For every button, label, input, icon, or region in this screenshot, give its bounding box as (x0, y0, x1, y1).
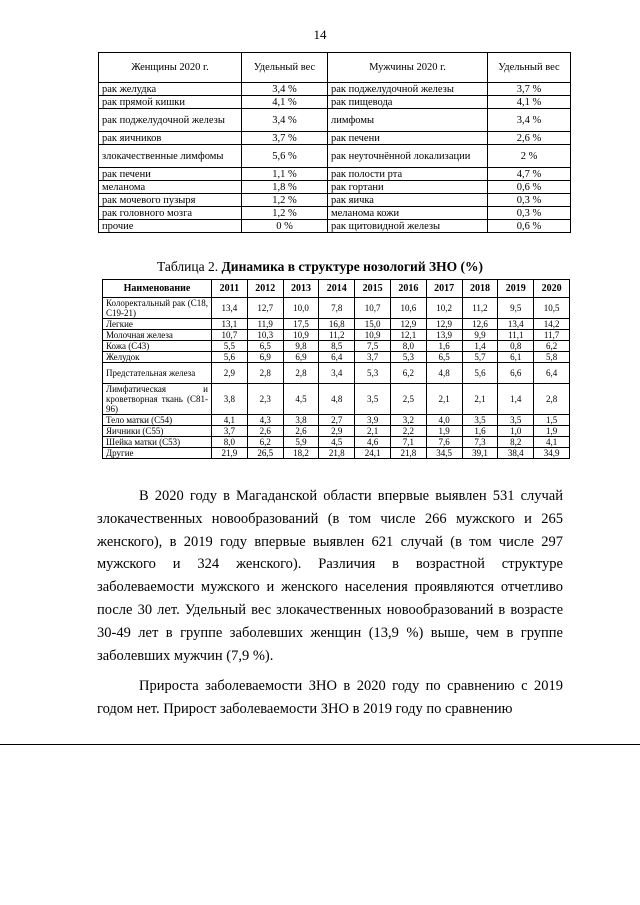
value-cell: 4,8 (426, 363, 462, 384)
value-cell: 3,8 (212, 384, 248, 415)
cancer-structure-by-sex-table (98, 52, 571, 233)
value-cell: 6,5 (426, 352, 462, 363)
value-cell: 10,5 (534, 298, 570, 319)
value-cell: 34,5 (426, 448, 462, 459)
value-cell: 12,9 (426, 319, 462, 330)
value-cell: 2,2 (390, 426, 426, 437)
value-cell: 5,8 (534, 352, 570, 363)
women-cancer-cell: меланома (99, 181, 242, 194)
value-cell: 2,8 (283, 363, 319, 384)
value-cell: 10,9 (283, 330, 319, 341)
value-cell: 10,7 (355, 298, 391, 319)
value-cell: 12,9 (390, 319, 426, 330)
value-cell: 7,5 (355, 341, 391, 352)
value-cell: 2,3 (247, 384, 283, 415)
year-header: 2012 (247, 280, 283, 298)
women-header: Женщины 2020 г. (99, 53, 242, 83)
value-cell: 21,8 (390, 448, 426, 459)
value-cell: 18,2 (283, 448, 319, 459)
table-row (99, 109, 571, 132)
page-divider (0, 744, 640, 745)
value-cell: 4,1 (534, 437, 570, 448)
value-cell: 7,3 (462, 437, 498, 448)
year-header: 2019 (498, 280, 534, 298)
value-cell: 9,5 (498, 298, 534, 319)
value-cell: 4,8 (319, 384, 355, 415)
men-share-cell: 0,3 % (488, 194, 571, 207)
men-cancer-cell: рак щитовидной железы (328, 220, 488, 233)
women-cancer-cell: рак желудка (99, 83, 242, 96)
men-cancer-cell: рак полости рта (328, 168, 488, 181)
men-share-cell: 3,4 % (488, 109, 571, 132)
value-cell: 12,6 (462, 319, 498, 330)
value-cell: 10,6 (390, 298, 426, 319)
value-cell: 38,4 (498, 448, 534, 459)
year-header: 2013 (283, 280, 319, 298)
men-share-cell: 3,7 % (488, 83, 571, 96)
value-cell: 5,6 (212, 352, 248, 363)
value-cell: 1,4 (498, 384, 534, 415)
value-cell: 10,9 (355, 330, 391, 341)
value-cell: 11,2 (462, 298, 498, 319)
value-cell: 2,8 (534, 384, 570, 415)
value-cell: 5,3 (390, 352, 426, 363)
table-row (103, 330, 570, 341)
women-share-cell: 1,1 % (242, 168, 328, 181)
value-cell: 9,9 (462, 330, 498, 341)
name-header: Наименование (103, 280, 212, 298)
value-cell: 2,8 (247, 363, 283, 384)
value-cell: 5,3 (355, 363, 391, 384)
value-cell: 6,2 (247, 437, 283, 448)
nosology-name-cell: Молочная железа (103, 330, 212, 341)
table-row (103, 363, 570, 384)
nosology-name-cell: Шейка матки (С53) (103, 437, 212, 448)
women-cancer-cell: рак яичников (99, 132, 242, 145)
value-cell: 13,4 (498, 319, 534, 330)
table-row (103, 384, 570, 415)
value-cell: 11,9 (247, 319, 283, 330)
table-row (103, 319, 570, 330)
value-cell: 3,7 (355, 352, 391, 363)
page-number: 14 (313, 27, 327, 42)
value-cell: 4,6 (355, 437, 391, 448)
paragraph: В 2020 году в Магаданской области впервые выявлен 531 случай злокачественных новообразований (в том числе 266 мужского и 265 женского), в 2019 году впервые выявлен 621 случай (в том числе 297 мужского и 324 женского). Различия в возрастной структуре заболеваемости мужского и женского населения проявляются отчетливо после 30 лет. Удельный вес злокачественных новообразований в возрасте 30-49 лет в группе заболевших женщин (13,9 %) выше, чем в группе заболевших мужчин (7,9 %). (97, 488, 563, 664)
value-cell: 2,5 (390, 384, 426, 415)
women-cancer-cell: рак головного мозга (99, 207, 242, 220)
women-share-cell: 3,4 % (242, 109, 328, 132)
women-share-cell: 1,2 % (242, 207, 328, 220)
table-row (103, 448, 570, 459)
table-row (99, 96, 571, 109)
men-share-cell: 2 % (488, 145, 571, 168)
men-cancer-cell: рак яичка (328, 194, 488, 207)
table-row (99, 168, 571, 181)
nosology-name-cell: Желудок (103, 352, 212, 363)
value-cell: 5,9 (283, 437, 319, 448)
value-cell: 5,5 (212, 341, 248, 352)
value-cell: 2,6 (247, 426, 283, 437)
women-share-cell: 5,6 % (242, 145, 328, 168)
value-cell: 7,8 (319, 298, 355, 319)
year-header: 2014 (319, 280, 355, 298)
value-cell: 21,8 (319, 448, 355, 459)
value-cell: 8,2 (498, 437, 534, 448)
value-cell: 15,0 (355, 319, 391, 330)
men-cancer-cell: рак поджелудочной железы (328, 83, 488, 96)
value-cell: 3,5 (355, 384, 391, 415)
table-header-row (103, 280, 570, 298)
value-cell: 4,1 (212, 415, 248, 426)
men-share-cell: 4,7 % (488, 168, 571, 181)
value-cell: 1,9 (426, 426, 462, 437)
value-cell: 7,1 (390, 437, 426, 448)
value-cell: 26,5 (247, 448, 283, 459)
men-share-header: Удельный вес (488, 53, 571, 83)
value-cell: 13,1 (212, 319, 248, 330)
value-cell: 39,1 (462, 448, 498, 459)
value-cell: 24,1 (355, 448, 391, 459)
nosology-name-cell: Кожа (С43) (103, 341, 212, 352)
nosology-name-cell: Легкие (103, 319, 212, 330)
value-cell: 11,7 (534, 330, 570, 341)
value-cell: 6,9 (283, 352, 319, 363)
women-share-cell: 0 % (242, 220, 328, 233)
value-cell: 12,1 (390, 330, 426, 341)
value-cell: 2,9 (212, 363, 248, 384)
value-cell: 5,7 (462, 352, 498, 363)
value-cell: 2,7 (319, 415, 355, 426)
value-cell: 1,4 (462, 341, 498, 352)
value-cell: 6,4 (534, 363, 570, 384)
men-share-cell: 0,6 % (488, 220, 571, 233)
year-header: 2011 (212, 280, 248, 298)
men-cancer-cell: рак неуточнённой локализации (328, 145, 488, 168)
men-share-cell: 0,6 % (488, 181, 571, 194)
table-row (103, 426, 570, 437)
nosology-name-cell: Яичники (С55) (103, 426, 212, 437)
table2-label: Таблица 2. (157, 259, 219, 274)
value-cell: 3,5 (462, 415, 498, 426)
year-header: 2017 (426, 280, 462, 298)
value-cell: 6,1 (498, 352, 534, 363)
value-cell: 6,9 (247, 352, 283, 363)
value-cell: 3,8 (283, 415, 319, 426)
value-cell: 14,2 (534, 319, 570, 330)
value-cell: 6,5 (247, 341, 283, 352)
value-cell: 0,8 (498, 341, 534, 352)
men-cancer-cell: рак пищевода (328, 96, 488, 109)
value-cell: 2,1 (462, 384, 498, 415)
women-cancer-cell: рак прямой кишки (99, 96, 242, 109)
value-cell: 21,9 (212, 448, 248, 459)
value-cell: 9,8 (283, 341, 319, 352)
value-cell: 10,7 (212, 330, 248, 341)
table-row (99, 145, 571, 168)
table-row (99, 83, 571, 96)
women-share-cell: 3,4 % (242, 83, 328, 96)
value-cell: 12,7 (247, 298, 283, 319)
women-cancer-cell: рак печени (99, 168, 242, 181)
value-cell: 4,5 (283, 384, 319, 415)
value-cell: 4,3 (247, 415, 283, 426)
table-row (103, 341, 570, 352)
table-row (103, 298, 570, 319)
nosology-name-cell: Колоректальный рак (С18, С19-21) (103, 298, 212, 319)
value-cell: 6,2 (390, 363, 426, 384)
value-cell: 5,6 (462, 363, 498, 384)
value-cell: 6,2 (534, 341, 570, 352)
value-cell: 10,2 (426, 298, 462, 319)
value-cell: 3,2 (390, 415, 426, 426)
nosology-name-cell: Другие (103, 448, 212, 459)
value-cell: 11,1 (498, 330, 534, 341)
men-cancer-cell: рак печени (328, 132, 488, 145)
value-cell: 3,4 (319, 363, 355, 384)
year-header: 2015 (355, 280, 391, 298)
table-row (99, 207, 571, 220)
value-cell: 2,9 (319, 426, 355, 437)
body-text (97, 485, 563, 721)
women-share-cell: 1,2 % (242, 194, 328, 207)
paragraph: Прироста заболеваемости ЗНО в 2020 году по сравнению с 2019 годом нет. Прирост заболеваемости ЗНО в 2019 году по сравнению (97, 678, 563, 718)
table-row (103, 437, 570, 448)
year-header: 2020 (534, 280, 570, 298)
table-header-row (99, 53, 571, 83)
value-cell: 2,1 (426, 384, 462, 415)
value-cell: 8,0 (390, 341, 426, 352)
year-header: 2016 (390, 280, 426, 298)
women-share-cell: 3,7 % (242, 132, 328, 145)
men-cancer-cell: рак гортани (328, 181, 488, 194)
nosology-name-cell: Лимфатическая и кроветворная ткань (С81-96) (103, 384, 212, 415)
table-row (99, 220, 571, 233)
value-cell: 4,0 (426, 415, 462, 426)
women-share-cell: 4,1 % (242, 96, 328, 109)
men-share-cell: 4,1 % (488, 96, 571, 109)
table-row (99, 132, 571, 145)
value-cell: 3,7 (212, 426, 248, 437)
men-cancer-cell: меланома кожи (328, 207, 488, 220)
value-cell: 6,4 (319, 352, 355, 363)
women-share-header: Удельный вес (242, 53, 328, 83)
value-cell: 1,0 (498, 426, 534, 437)
table-row (99, 194, 571, 207)
women-cancer-cell: рак поджелудочной железы (99, 109, 242, 132)
table-row (99, 181, 571, 194)
women-share-cell: 1,8 % (242, 181, 328, 194)
value-cell: 6,6 (498, 363, 534, 384)
value-cell: 13,4 (212, 298, 248, 319)
value-cell: 2,6 (283, 426, 319, 437)
men-share-cell: 2,6 % (488, 132, 571, 145)
men-header: Мужчины 2020 г. (328, 53, 488, 83)
women-cancer-cell: злокачественные лимфомы (99, 145, 242, 168)
nosology-name-cell: Предстательная железа (103, 363, 212, 384)
men-cancer-cell: лимфомы (328, 109, 488, 132)
value-cell: 10,0 (283, 298, 319, 319)
value-cell: 1,5 (534, 415, 570, 426)
value-cell: 3,9 (355, 415, 391, 426)
value-cell: 13,9 (426, 330, 462, 341)
value-cell: 1,9 (534, 426, 570, 437)
value-cell: 10,3 (247, 330, 283, 341)
value-cell: 3,5 (498, 415, 534, 426)
value-cell: 8,0 (212, 437, 248, 448)
nosology-dynamics-table (102, 279, 570, 459)
year-header: 2018 (462, 280, 498, 298)
table2-caption (0, 259, 640, 275)
table2-title: Динамика в структуре нозологий ЗНО (%) (221, 259, 483, 274)
table-row (103, 415, 570, 426)
value-cell: 34,9 (534, 448, 570, 459)
nosology-name-cell: Тело матки (С54) (103, 415, 212, 426)
women-cancer-cell: рак мочевого пузыря (99, 194, 242, 207)
table-row (103, 352, 570, 363)
value-cell: 8,5 (319, 341, 355, 352)
value-cell: 1,6 (426, 341, 462, 352)
value-cell: 7,6 (426, 437, 462, 448)
value-cell: 16,8 (319, 319, 355, 330)
value-cell: 2,1 (355, 426, 391, 437)
value-cell: 11,2 (319, 330, 355, 341)
value-cell: 17,5 (283, 319, 319, 330)
women-cancer-cell: прочие (99, 220, 242, 233)
men-share-cell: 0,3 % (488, 207, 571, 220)
value-cell: 4,5 (319, 437, 355, 448)
value-cell: 1,6 (462, 426, 498, 437)
